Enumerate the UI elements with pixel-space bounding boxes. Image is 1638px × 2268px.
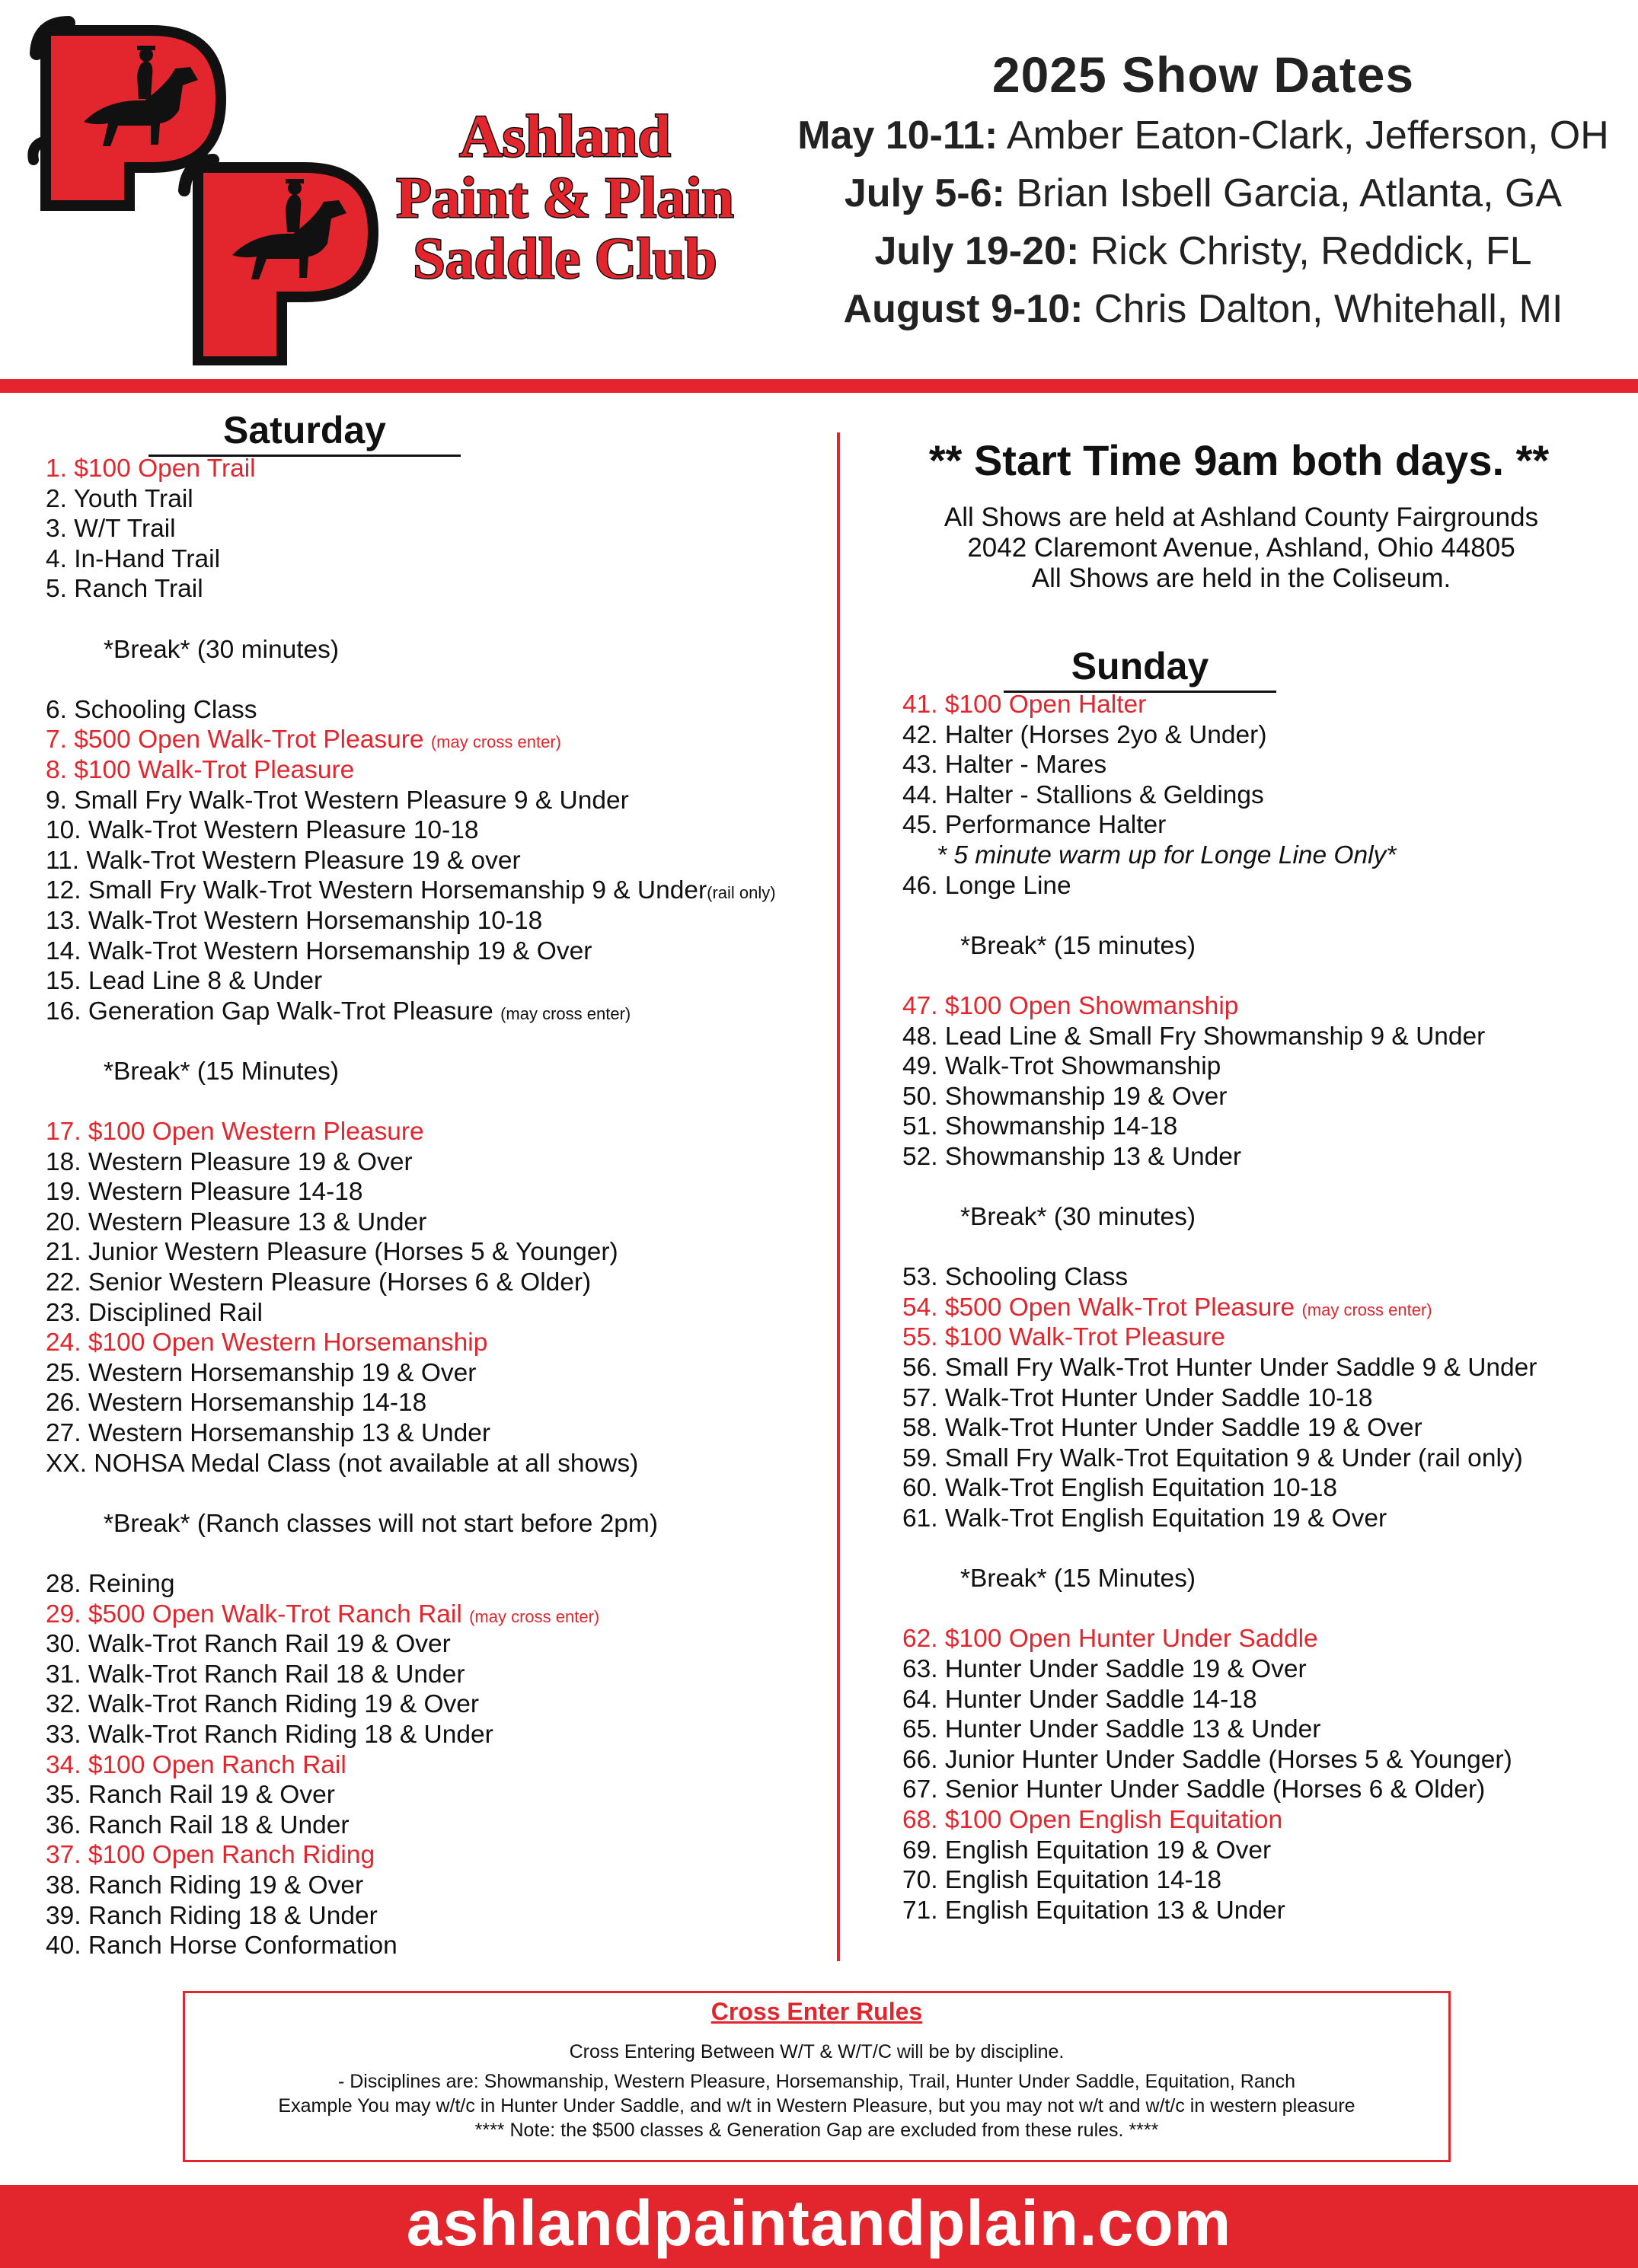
logo-text-line1: Ashland	[459, 103, 671, 169]
class-label: 21. Junior Western Pleasure (Horses 5 & Younger)	[46, 1238, 618, 1267]
class-label: 4. In-Hand Trail	[46, 544, 221, 573]
show-judge: Rick Christy, Reddick, FL	[1079, 229, 1532, 273]
class-label: 42. Halter (Horses 2yo & Under)	[902, 720, 1267, 749]
class-label: 8. $100 Walk-Trot Pleasure	[46, 755, 355, 784]
class-item	[46, 1871, 776, 1901]
class-label: 11. Walk-Trot Western Pleasure 19 & over	[46, 846, 521, 875]
class-label: 15. Lead Line 8 & Under	[46, 967, 323, 996]
class-item	[46, 484, 776, 515]
class-item	[902, 1624, 1537, 1654]
class-item	[46, 1629, 776, 1660]
class-item	[46, 1569, 776, 1600]
class-item	[46, 1328, 776, 1358]
class-label: 46. Longe Line	[902, 871, 1071, 900]
saturday-heading	[148, 408, 461, 452]
sunday-heading	[1004, 644, 1276, 688]
class-label: *Break* (15 minutes)	[960, 931, 1196, 960]
show-date: July 19-20:	[874, 229, 1080, 273]
class-item	[46, 815, 776, 846]
class-item	[902, 1262, 1537, 1293]
class-label: 38. Ranch Riding 19 & Over	[46, 1871, 364, 1900]
class-label: 65. Hunter Under Saddle 13 & Under	[902, 1715, 1321, 1744]
class-item	[902, 750, 1537, 780]
class-label: XX. NOHSA Medal Class (not available at all shows)	[46, 1449, 639, 1478]
sunday-heading-text: Sunday	[1071, 645, 1209, 687]
logo-text-line3: Saddle Club	[413, 227, 717, 291]
logo-letter-p-bottom	[184, 160, 373, 362]
class-label: *Break* (15 Minutes)	[104, 1057, 340, 1086]
class-item	[902, 1142, 1537, 1172]
show-dates-title: 2025 Show Dates	[991, 46, 1415, 103]
break-note	[902, 1202, 1537, 1233]
class-item	[902, 1805, 1537, 1836]
class-label: 62. $100 Open Hunter Under Saddle	[902, 1625, 1318, 1654]
class-item	[902, 1473, 1537, 1504]
class-item	[46, 1418, 776, 1449]
class-item	[902, 1715, 1537, 1745]
class-label: 45. Performance Halter	[902, 811, 1167, 840]
start-time-notice: ** Start Time 9am both days. **	[928, 436, 1550, 484]
class-item	[46, 1117, 776, 1147]
class-label: 58. Walk-Trot Hunter Under Saddle 19 & Over	[902, 1414, 1422, 1443]
class-label: 9. Small Fry Walk-Trot Western Pleasure 9 & Under	[46, 786, 629, 815]
class-item	[46, 1720, 776, 1750]
class-label: 5. Ranch Trail	[46, 575, 203, 604]
class-label: 7. $500 Open Walk-Trot Pleasure	[46, 726, 424, 754]
rules-title: Cross Enter Rules	[710, 1998, 923, 2025]
header-divider	[0, 379, 1638, 393]
class-item	[46, 725, 776, 755]
class-item	[902, 1865, 1537, 1896]
class-item	[46, 1177, 776, 1207]
class-label: 49. Walk-Trot Showmanship	[902, 1052, 1221, 1081]
class-label: *Break* (30 minutes)	[960, 1203, 1196, 1232]
class-label: 6. Schooling Class	[46, 695, 257, 724]
class-label: 34. $100 Open Ranch Rail	[46, 1750, 346, 1779]
class-label: 14. Walk-Trot Western Horsemanship 19 & Over	[46, 936, 592, 965]
class-label: 48. Lead Line & Small Fry Showmanship 9 & Under	[902, 1022, 1486, 1051]
break-note	[46, 1509, 776, 1539]
class-label: 17. $100 Open Western Pleasure	[46, 1118, 424, 1147]
class-item	[902, 1654, 1537, 1685]
class-item	[902, 871, 1537, 901]
list-spacer	[46, 665, 776, 695]
class-label: 22. Senior Western Pleasure (Horses 6 & Older)	[46, 1268, 592, 1297]
class-item	[902, 1775, 1537, 1805]
class-item	[46, 454, 776, 484]
class-label: 23. Disciplined Rail	[46, 1298, 263, 1327]
class-label: 66. Junior Hunter Under Saddle (Horses 5 & Younger)	[902, 1745, 1512, 1774]
class-item	[902, 1504, 1537, 1534]
sunday-class-list	[902, 690, 1537, 1925]
list-spacer	[902, 1534, 1537, 1565]
class-qualifier: (may cross enter)	[469, 1606, 600, 1626]
class-item	[902, 780, 1537, 811]
show-date: July 5-6:	[844, 171, 1005, 215]
break-note	[46, 635, 776, 665]
class-item	[46, 1449, 776, 1479]
cross-enter-rules-box	[183, 1991, 1451, 2162]
class-item	[902, 1022, 1537, 1052]
footer-banner	[0, 2185, 1638, 2268]
class-item	[902, 1051, 1537, 1082]
rules-details	[185, 2069, 1448, 2142]
class-label: 33. Walk-Trot Ranch Riding 18 & Under	[46, 1720, 493, 1749]
show-dates-block	[792, 46, 1614, 338]
saturday-heading-text: Saturday	[223, 409, 386, 451]
class-label: 39. Ranch Riding 18 & Under	[46, 1901, 378, 1930]
class-label: 71. English Equitation 13 & Under	[902, 1896, 1285, 1925]
show-judge: Brian Isbell Garcia, Atlanta, GA	[1004, 171, 1563, 215]
class-label: 69. English Equitation 19 & Over	[902, 1836, 1272, 1864]
class-label: *Break* (30 minutes)	[104, 635, 340, 664]
class-item	[46, 966, 776, 997]
class-item	[46, 574, 776, 604]
class-label: 59. Small Fry Walk-Trot Equitation 9 & Under (rail only)	[902, 1443, 1523, 1472]
class-label: 51. Showmanship 14-18	[902, 1112, 1178, 1141]
class-item	[902, 1293, 1537, 1323]
class-item	[46, 1207, 776, 1238]
class-item	[46, 755, 776, 786]
list-spacer	[46, 1026, 776, 1057]
show-judge: Chris Dalton, Whitehall, MI	[1083, 287, 1563, 331]
show-date: May 10-11:	[797, 113, 998, 158]
rules-line: Example You may w/t/c in Hunter Under Saddle, and w/t in Western Pleasure, but you may not w/t and w/t/c in western pleasure	[278, 2095, 1355, 2116]
class-label: 64. Hunter Under Saddle 14-18	[902, 1685, 1257, 1714]
column-divider	[837, 432, 840, 1961]
class-label: 54. $500 Open Walk-Trot Pleasure	[902, 1293, 1295, 1322]
class-label: 26. Western Horsemanship 14-18	[46, 1389, 427, 1418]
show-dates-list	[792, 107, 1614, 338]
class-label: 25. Western Horsemanship 19 & Over	[46, 1358, 477, 1387]
class-note	[902, 841, 1537, 871]
class-label: 40. Ranch Horse Conformation	[46, 1931, 398, 1960]
class-label: 27. Western Horsemanship 13 & Under	[46, 1419, 491, 1447]
class-label: 24. $100 Open Western Horsemanship	[46, 1329, 488, 1357]
show-date-row	[792, 164, 1614, 222]
class-label: 10. Walk-Trot Western Pleasure 10-18	[46, 816, 479, 845]
class-label: 53. Schooling Class	[902, 1263, 1129, 1292]
class-item	[902, 1353, 1537, 1383]
class-item	[46, 906, 776, 936]
list-spacer	[902, 1172, 1537, 1203]
class-item	[46, 936, 776, 967]
class-item	[46, 1388, 776, 1418]
class-label: 60. Walk-Trot English Equitation 10-18	[902, 1474, 1338, 1503]
break-note	[902, 1564, 1537, 1594]
class-item	[902, 1383, 1537, 1414]
class-item	[46, 1750, 776, 1781]
class-label: 12. Small Fry Walk-Trot Western Horsemanship 9 & Under	[46, 876, 707, 905]
list-spacer	[902, 961, 1537, 991]
class-label: 28. Reining	[46, 1569, 175, 1598]
class-label: 52. Showmanship 13 & Under	[902, 1142, 1242, 1171]
class-qualifier: (may cross enter)	[500, 1003, 631, 1023]
class-label: 3. W/T Trail	[46, 515, 176, 544]
class-label: 57. Walk-Trot Hunter Under Saddle 10-18	[902, 1383, 1373, 1412]
class-item	[902, 690, 1537, 720]
class-label: 30. Walk-Trot Ranch Rail 19 & Over	[46, 1630, 451, 1659]
show-date-row	[792, 222, 1614, 280]
class-item	[46, 1600, 776, 1630]
break-note	[902, 931, 1537, 962]
class-qualifier: (may cross enter)	[1301, 1300, 1432, 1319]
class-label: 37. $100 Open Ranch Riding	[46, 1841, 375, 1870]
rules-line: - Disciplines are: Showmanship, Western Pleasure, Horsemanship, Trail, Hunter Under Saddle, Equitation, Ranch	[337, 2071, 1296, 2092]
class-label: 43. Halter - Mares	[902, 751, 1107, 780]
class-label: 61. Walk-Trot English Equitation 19 & Over	[902, 1504, 1387, 1533]
class-item	[902, 1322, 1537, 1353]
class-item	[46, 1810, 776, 1841]
class-item	[902, 1836, 1537, 1866]
class-item	[46, 514, 776, 544]
class-label: 13. Walk-Trot Western Horsemanship 10-18	[46, 906, 543, 935]
class-label: * 5 minute warm up for Longe Line Only*	[937, 841, 1397, 869]
class-item	[46, 1689, 776, 1720]
class-item	[902, 991, 1537, 1022]
class-label: 18. Western Pleasure 19 & Over	[46, 1147, 413, 1176]
class-item	[902, 1082, 1537, 1112]
class-label: 67. Senior Hunter Under Saddle (Horses 6 & Older)	[902, 1775, 1486, 1804]
list-spacer	[902, 1594, 1537, 1625]
show-judge: Amber Eaton-Clark, Jefferson, OH	[998, 113, 1609, 158]
class-item	[46, 1298, 776, 1329]
class-item	[902, 720, 1537, 751]
class-label: 20. Western Pleasure 13 & Under	[46, 1207, 427, 1236]
class-item	[902, 1685, 1537, 1715]
venue-line: 2042 Claremont Avenue, Ashland, Ohio 44805	[967, 533, 1515, 563]
class-item	[46, 1901, 776, 1931]
class-qualifier: (rail only)	[707, 883, 776, 903]
class-label: 44. Halter - Stallions & Geldings	[902, 780, 1264, 809]
venue-info	[868, 502, 1614, 594]
list-spacer	[902, 901, 1537, 931]
class-item	[46, 1780, 776, 1810]
class-item	[902, 1443, 1537, 1474]
class-item	[46, 1931, 776, 1961]
list-spacer	[46, 604, 776, 635]
class-label: 70. English Equitation 14-18	[902, 1866, 1222, 1895]
class-item	[46, 786, 776, 816]
class-label: *Break* (15 Minutes)	[960, 1565, 1196, 1593]
class-label: 2. Youth Trail	[46, 484, 193, 513]
class-label: 41. $100 Open Halter	[902, 691, 1147, 719]
saturday-class-list	[46, 454, 776, 1961]
logo-text-line2: Paint & Plain	[396, 166, 734, 230]
class-item	[902, 1112, 1537, 1142]
class-item	[46, 1147, 776, 1178]
class-label: 19. Western Pleasure 14-18	[46, 1178, 363, 1207]
class-label: 1. $100 Open Trail	[46, 455, 256, 483]
class-label: 56. Small Fry Walk-Trot Hunter Under Saddle 9 & Under	[902, 1354, 1537, 1383]
list-spacer	[46, 1539, 776, 1569]
club-logo	[23, 15, 754, 365]
class-item	[46, 1660, 776, 1690]
list-spacer	[46, 1086, 776, 1117]
class-item	[46, 544, 776, 575]
class-item	[46, 1237, 776, 1268]
class-label: 63. Hunter Under Saddle 19 & Over	[902, 1655, 1307, 1683]
class-label: 68. $100 Open English Equitation	[902, 1805, 1283, 1834]
rules-line: Cross Entering Between W/T & W/T/C will be by discipline.	[569, 2041, 1065, 2062]
break-note	[46, 1057, 776, 1087]
class-label: *Break* (Ranch classes will not start before 2pm)	[104, 1509, 658, 1538]
class-item	[46, 846, 776, 876]
class-item	[902, 1896, 1537, 1926]
venue-line: All Shows are held in the Coliseum.	[1031, 563, 1451, 593]
class-label: 36. Ranch Rail 18 & Under	[46, 1810, 350, 1839]
website-link[interactable]: ashlandpaintandplain.com	[406, 2187, 1232, 2259]
class-label: 29. $500 Open Walk-Trot Ranch Rail	[46, 1600, 462, 1628]
show-date-row	[792, 107, 1614, 164]
show-date-row	[792, 280, 1614, 338]
class-qualifier: (may cross enter)	[430, 732, 561, 752]
class-item	[46, 1840, 776, 1871]
class-label: 31. Walk-Trot Ranch Rail 18 & Under	[46, 1660, 465, 1689]
list-spacer	[46, 1479, 776, 1509]
class-item	[46, 997, 776, 1027]
venue-line: All Shows are held at Ashland County Fairgrounds	[944, 502, 1539, 532]
list-spacer	[902, 1233, 1537, 1263]
class-item	[46, 1268, 776, 1298]
class-label: 32. Walk-Trot Ranch Riding 19 & Over	[46, 1690, 480, 1719]
class-item	[902, 1745, 1537, 1775]
class-label: 47. $100 Open Showmanship	[902, 991, 1239, 1020]
class-label: 35. Ranch Rail 19 & Over	[46, 1781, 335, 1810]
class-item	[46, 876, 776, 906]
rules-line: **** Note: the $500 classes & Generation Gap are excluded from these rules. ****	[474, 2120, 1159, 2141]
class-label: 55. $100 Walk-Trot Pleasure	[902, 1323, 1225, 1352]
class-label: 16. Generation Gap Walk-Trot Pleasure	[46, 997, 493, 1026]
show-date: August 9-10:	[843, 287, 1084, 331]
class-item	[902, 810, 1537, 841]
class-item	[46, 1358, 776, 1389]
class-label: 50. Showmanship 19 & Over	[902, 1082, 1228, 1111]
class-item	[46, 695, 776, 726]
class-item	[902, 1413, 1537, 1443]
